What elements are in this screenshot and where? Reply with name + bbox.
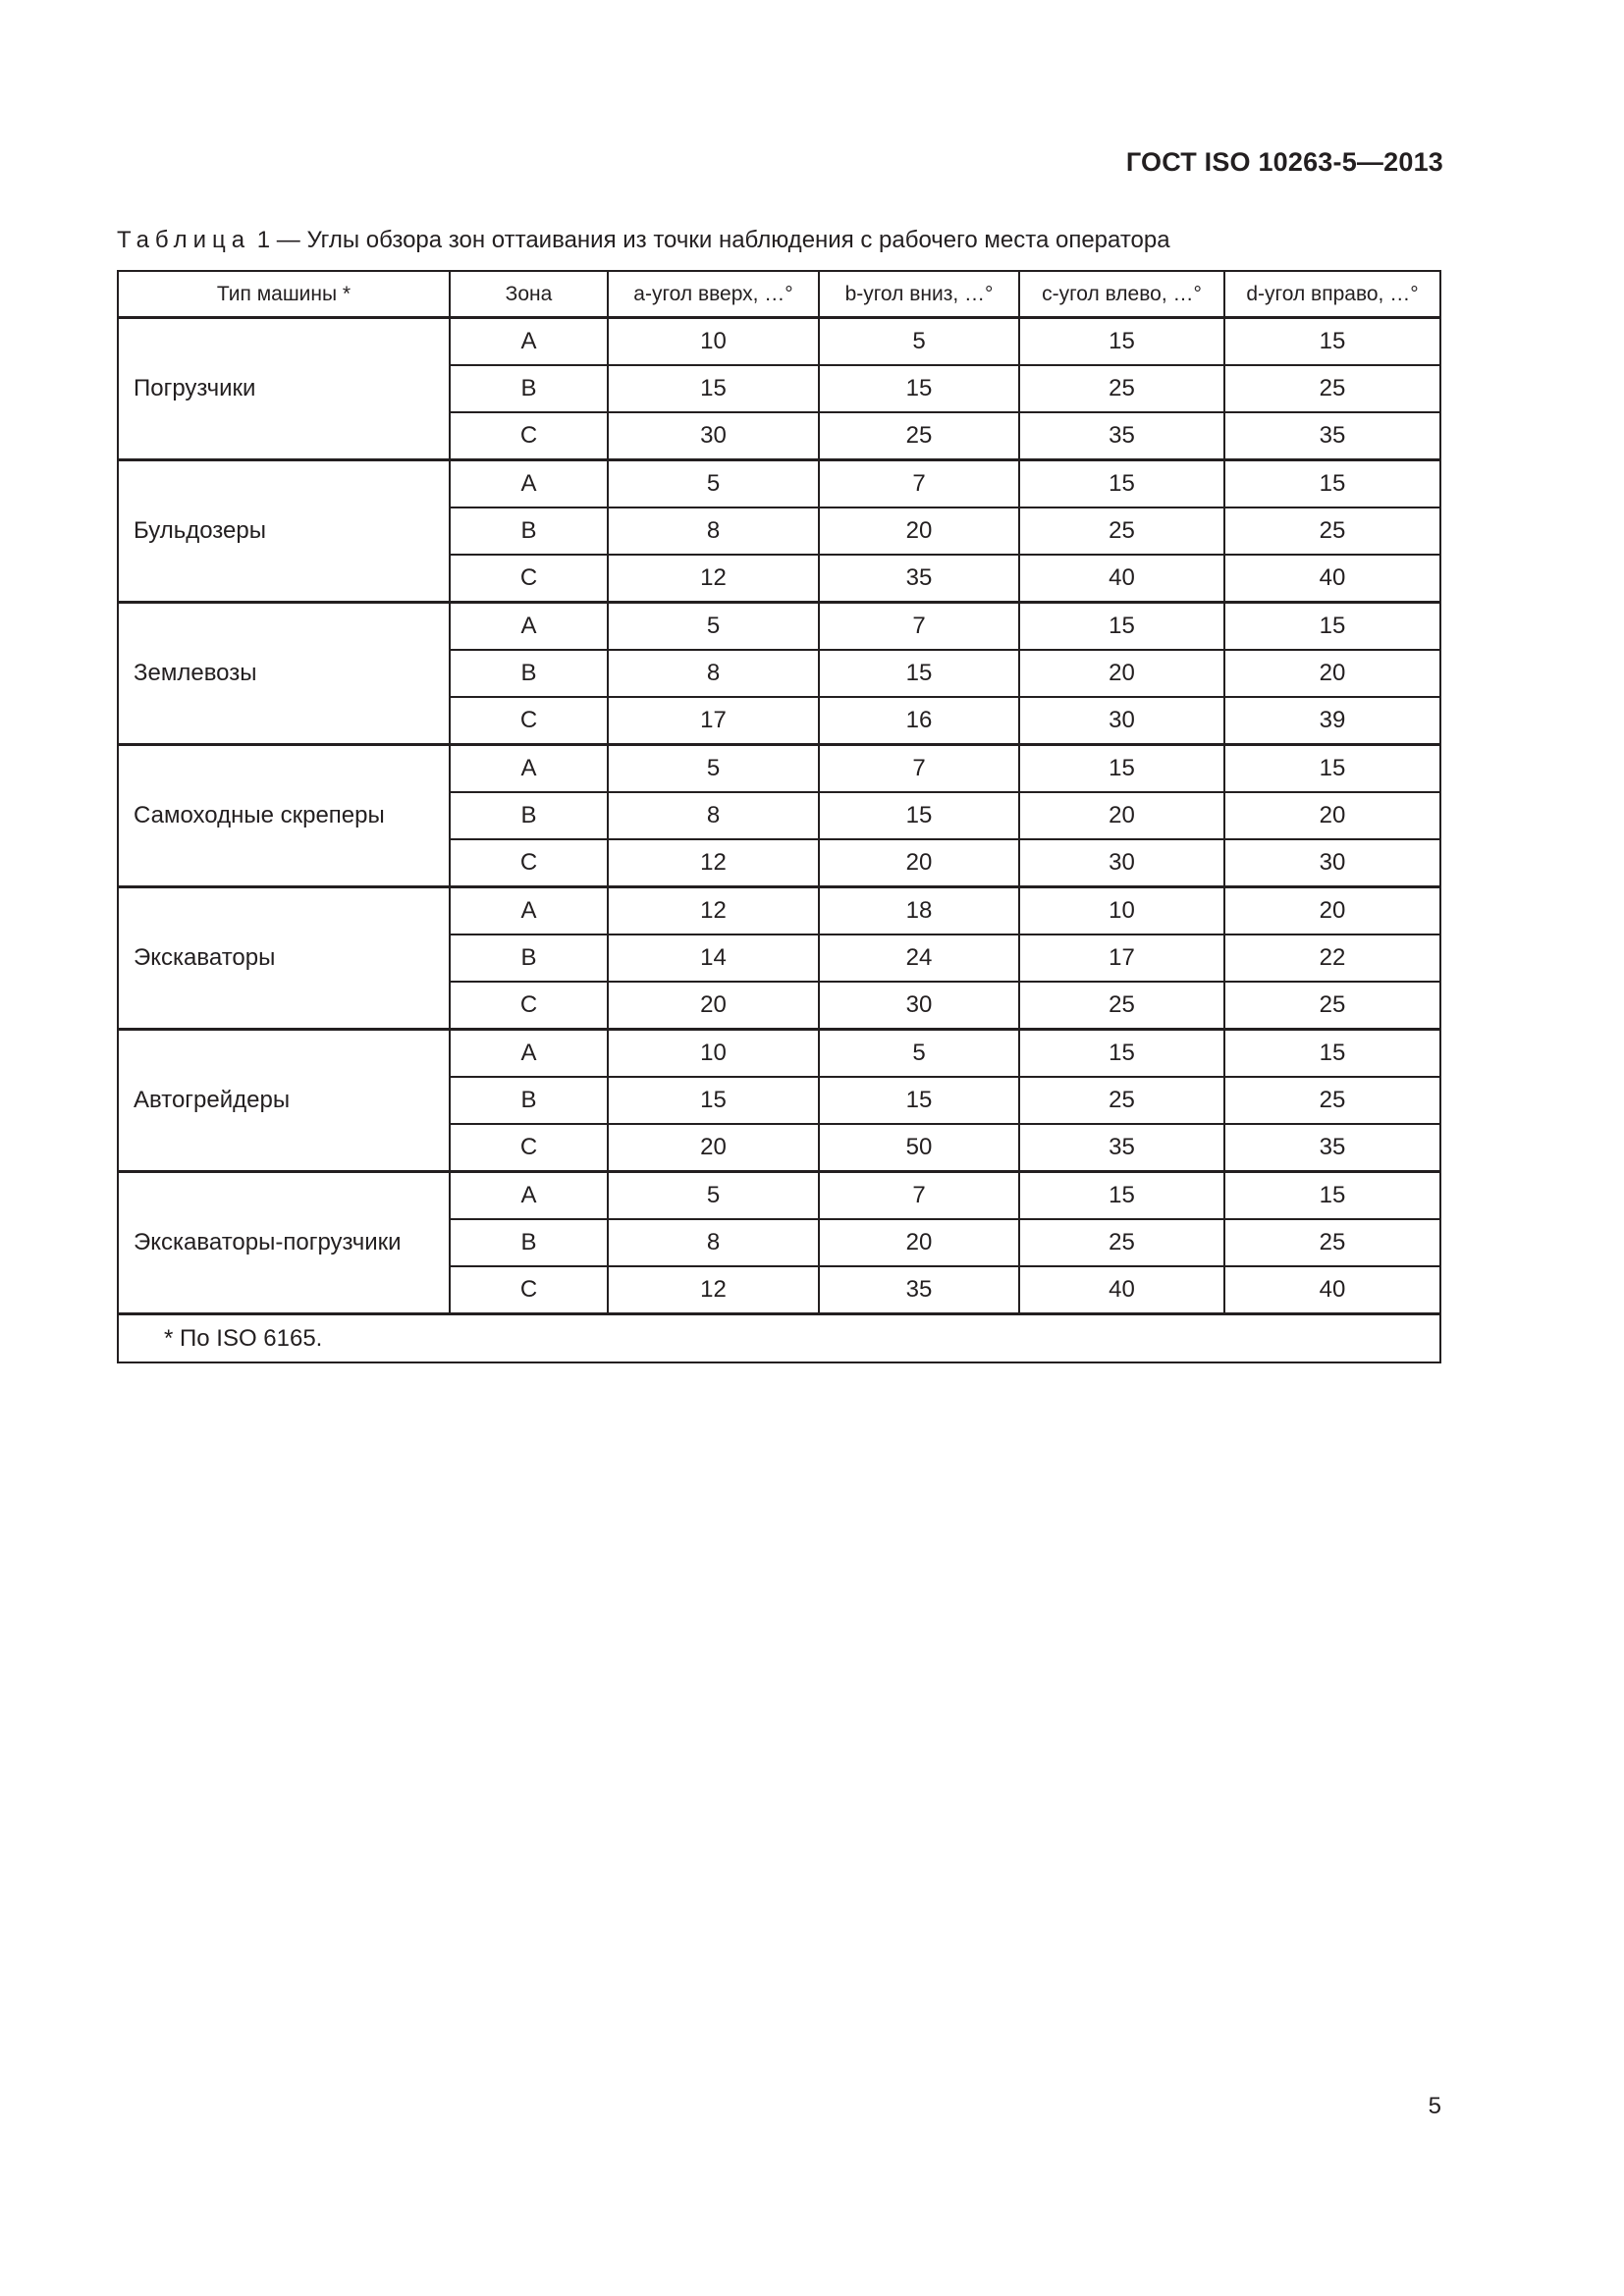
zone-cell: B (450, 934, 608, 982)
angle-left-cell: 20 (1019, 650, 1224, 697)
angle-right-cell: 40 (1224, 555, 1440, 603)
document-header: ГОСТ ISO 10263-5—2013 (1125, 147, 1443, 177)
angle-down-cell: 25 (819, 412, 1019, 460)
column-header: Тип машины * (118, 271, 450, 318)
zone-cell: C (450, 1124, 608, 1172)
table-row (118, 745, 1440, 793)
angle-right-cell: 15 (1224, 460, 1440, 508)
zone-cell: C (450, 1266, 608, 1314)
zone-cell: C (450, 697, 608, 745)
angle-down-cell: 7 (819, 603, 1019, 651)
angle-right-cell: 25 (1224, 365, 1440, 412)
table-header-row (118, 271, 1440, 318)
angle-right-cell: 15 (1224, 318, 1440, 366)
angle-down-cell: 35 (819, 1266, 1019, 1314)
machine-type-cell: Экскаваторы-погрузчики (118, 1172, 450, 1314)
angle-left-cell: 20 (1019, 792, 1224, 839)
zone-cell: A (450, 745, 608, 793)
angle-left-cell: 25 (1019, 507, 1224, 555)
angle-left-cell: 30 (1019, 839, 1224, 887)
angle-up-cell: 5 (608, 745, 819, 793)
table-caption-text: 1 — Углы обзора зон оттаивания из точки наблюдения с рабочего места оператора (256, 227, 1170, 253)
angle-left-cell: 17 (1019, 934, 1224, 982)
angle-right-cell: 20 (1224, 792, 1440, 839)
angle-right-cell: 22 (1224, 934, 1440, 982)
machine-type-cell: Погрузчики (118, 318, 450, 460)
angle-up-cell: 20 (608, 1124, 819, 1172)
angle-left-cell: 40 (1019, 1266, 1224, 1314)
angle-left-cell: 10 (1019, 887, 1224, 935)
zone-cell: B (450, 1077, 608, 1124)
angle-down-cell: 7 (819, 460, 1019, 508)
angle-up-cell: 12 (608, 1266, 819, 1314)
column-header: Зона (450, 271, 608, 318)
machine-type-cell: Самоходные скреперы (118, 745, 450, 887)
angle-left-cell: 30 (1019, 697, 1224, 745)
table-row (118, 603, 1440, 651)
angle-up-cell: 8 (608, 792, 819, 839)
machine-type-cell: Землевозы (118, 603, 450, 745)
angle-up-cell: 20 (608, 982, 819, 1030)
angle-up-cell: 8 (608, 507, 819, 555)
footnote-row (118, 1314, 1440, 1363)
zone-cell: B (450, 1219, 608, 1266)
angle-right-cell: 40 (1224, 1266, 1440, 1314)
angle-left-cell: 25 (1019, 1077, 1224, 1124)
angle-right-cell: 30 (1224, 839, 1440, 887)
table-row (118, 460, 1440, 508)
angle-up-cell: 14 (608, 934, 819, 982)
machine-type-cell: Автогрейдеры (118, 1030, 450, 1172)
angle-left-cell: 15 (1019, 460, 1224, 508)
angle-up-cell: 30 (608, 412, 819, 460)
angle-down-cell: 7 (819, 745, 1019, 793)
viewing-angles-table (117, 270, 1441, 1363)
angle-down-cell: 15 (819, 365, 1019, 412)
zone-cell: B (450, 365, 608, 412)
angle-up-cell: 5 (608, 603, 819, 651)
angle-up-cell: 10 (608, 1030, 819, 1078)
angle-right-cell: 20 (1224, 887, 1440, 935)
angle-up-cell: 12 (608, 887, 819, 935)
zone-cell: A (450, 318, 608, 366)
zone-cell: A (450, 887, 608, 935)
angle-right-cell: 25 (1224, 507, 1440, 555)
angle-right-cell: 15 (1224, 603, 1440, 651)
angle-right-cell: 39 (1224, 697, 1440, 745)
angle-up-cell: 5 (608, 1172, 819, 1220)
angle-down-cell: 20 (819, 839, 1019, 887)
angle-down-cell: 30 (819, 982, 1019, 1030)
angle-left-cell: 25 (1019, 982, 1224, 1030)
angle-left-cell: 15 (1019, 318, 1224, 366)
angle-down-cell: 16 (819, 697, 1019, 745)
angle-down-cell: 5 (819, 1030, 1019, 1078)
table-row (118, 1172, 1440, 1220)
table-caption (117, 227, 1170, 254)
zone-cell: B (450, 650, 608, 697)
table-footnote: * По ISO 6165. (118, 1314, 1440, 1363)
zone-cell: C (450, 555, 608, 603)
angle-right-cell: 15 (1224, 745, 1440, 793)
angle-down-cell: 50 (819, 1124, 1019, 1172)
angle-left-cell: 15 (1019, 1172, 1224, 1220)
angle-right-cell: 15 (1224, 1030, 1440, 1078)
table-row (118, 887, 1440, 935)
angle-down-cell: 18 (819, 887, 1019, 935)
angle-down-cell: 15 (819, 1077, 1019, 1124)
page-number: 5 (1428, 2093, 1441, 2119)
angle-left-cell: 15 (1019, 1030, 1224, 1078)
zone-cell: C (450, 982, 608, 1030)
angle-down-cell: 15 (819, 650, 1019, 697)
angle-left-cell: 15 (1019, 603, 1224, 651)
angle-down-cell: 7 (819, 1172, 1019, 1220)
angle-up-cell: 8 (608, 1219, 819, 1266)
column-header: a-угол вверх, …° (608, 271, 819, 318)
machine-type-cell: Бульдозеры (118, 460, 450, 603)
angle-down-cell: 5 (819, 318, 1019, 366)
angle-right-cell: 35 (1224, 412, 1440, 460)
angle-up-cell: 15 (608, 365, 819, 412)
angle-down-cell: 20 (819, 1219, 1019, 1266)
column-header: b-угол вниз, …° (819, 271, 1019, 318)
angle-left-cell: 35 (1019, 1124, 1224, 1172)
angle-left-cell: 25 (1019, 1219, 1224, 1266)
angle-left-cell: 40 (1019, 555, 1224, 603)
zone-cell: A (450, 460, 608, 508)
zone-cell: A (450, 603, 608, 651)
zone-cell: B (450, 507, 608, 555)
angle-down-cell: 35 (819, 555, 1019, 603)
table-body (118, 318, 1440, 1314)
angle-up-cell: 12 (608, 555, 819, 603)
angle-right-cell: 25 (1224, 1077, 1440, 1124)
zone-cell: B (450, 792, 608, 839)
column-header: d-угол вправо, …° (1224, 271, 1440, 318)
angle-up-cell: 12 (608, 839, 819, 887)
angle-up-cell: 10 (608, 318, 819, 366)
angle-left-cell: 15 (1019, 745, 1224, 793)
angle-right-cell: 25 (1224, 1219, 1440, 1266)
angle-left-cell: 35 (1019, 412, 1224, 460)
table-row (118, 1030, 1440, 1078)
angle-up-cell: 8 (608, 650, 819, 697)
table-caption-label: Таблица (117, 227, 251, 253)
angle-right-cell: 20 (1224, 650, 1440, 697)
table-row (118, 318, 1440, 366)
zone-cell: C (450, 412, 608, 460)
angle-down-cell: 20 (819, 507, 1019, 555)
angle-up-cell: 5 (608, 460, 819, 508)
angle-up-cell: 17 (608, 697, 819, 745)
column-header: c-угол влево, …° (1019, 271, 1224, 318)
angle-down-cell: 24 (819, 934, 1019, 982)
angle-down-cell: 15 (819, 792, 1019, 839)
zone-cell: A (450, 1030, 608, 1078)
zone-cell: C (450, 839, 608, 887)
angle-up-cell: 15 (608, 1077, 819, 1124)
machine-type-cell: Экскаваторы (118, 887, 450, 1030)
angle-left-cell: 25 (1019, 365, 1224, 412)
zone-cell: A (450, 1172, 608, 1220)
angle-right-cell: 35 (1224, 1124, 1440, 1172)
angle-right-cell: 25 (1224, 982, 1440, 1030)
angle-right-cell: 15 (1224, 1172, 1440, 1220)
